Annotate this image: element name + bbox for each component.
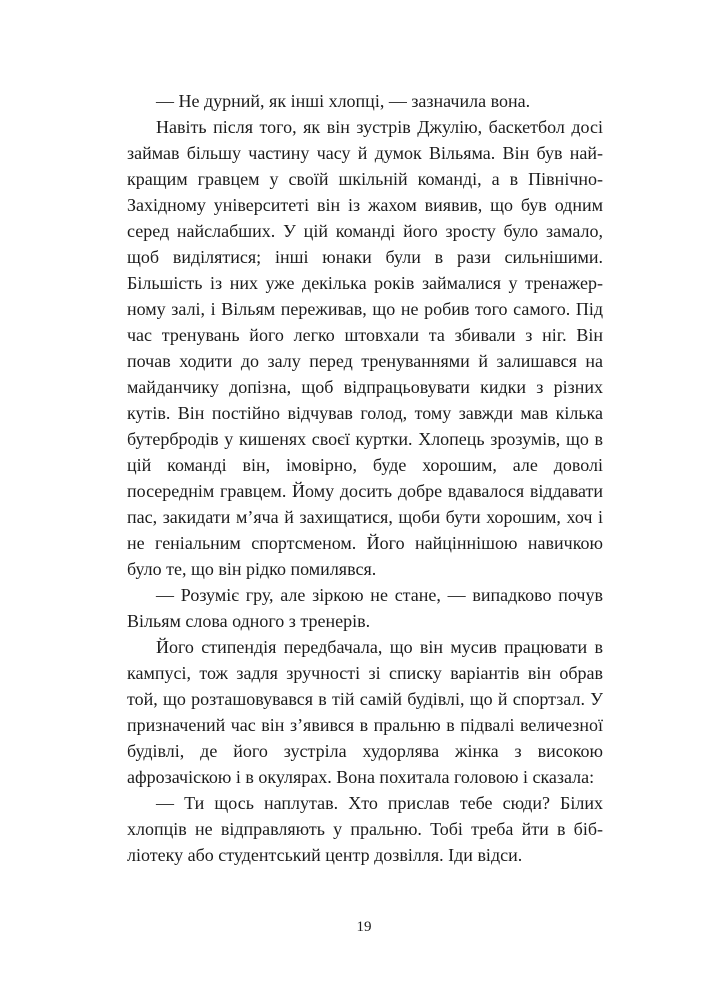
page-number: 19 bbox=[356, 919, 372, 935]
page-text bbox=[127, 88, 603, 868]
paragraph-dialogue-3: — Ти щось наплутав. Хто прислав тебе сюди? Білих хлопців не відправляють у пральню. Тобі треба йти в бібліотеку або студентський центр дозвілля. Іди відси. bbox=[127, 793, 603, 865]
paragraph-narrative-2: Його стипендія передбачала, що він мусив працювати в кампусі, тож задля зручності зі списку варіантів він обрав той, що розташовувався в тій самій будівлі, що й спортзал. У призначений час він з’явився в пральню в підвалі величезної будівлі, де його зустріла худорлява жінка з високою афрозачіскою і в окулярах. Вона похитала головою і сказала: bbox=[127, 637, 603, 787]
paragraph-narrative-1: Навіть після того, як він зустрів Джулію, баскетбол досі займав більшу частину часу й думок Вільяма. Він був найкращим гравцем у своїй шкільній команді, а в Північно-Західному університеті він із жахом виявив, що був одним серед найслабших. У цій команді його зросту було замало, щоб виділятися; інші юнаки були в рази сильнішими. Більшість із них уже декілька років займалися у тренажерному залі, і Вільям переживав, що не робив того самого. Під час тренувань його легко штовхали та збивали з ніг. Він почав ходити до залу перед тренуваннями й залишався на майданчику допізна, щоб відпрацьовувати кидки з різних кутів. Він постійно відчував голод, тому завжди мав кілька бутербродів у кишенях своєї куртки. Хлопець зрозумів, що в цій команді він, імовірно, буде хорошим, але доволі посереднім гравцем. Йому досить добре вдавалося віддавати пас, закидати м’яча й захищатися, щоби бути хорошим, хоч і не геніальним спортсменом. Його найціннішою навичкою було те, що він рідко помилявся. bbox=[127, 117, 603, 579]
paragraph-dialogue-2: — Розуміє гру, але зіркою не стане, — випадково почув Вільям слова одного з тренерів. bbox=[127, 585, 603, 631]
paragraph-dialogue-1: — Не дурний, як інші хлопці, — зазначила вона. bbox=[156, 91, 531, 111]
